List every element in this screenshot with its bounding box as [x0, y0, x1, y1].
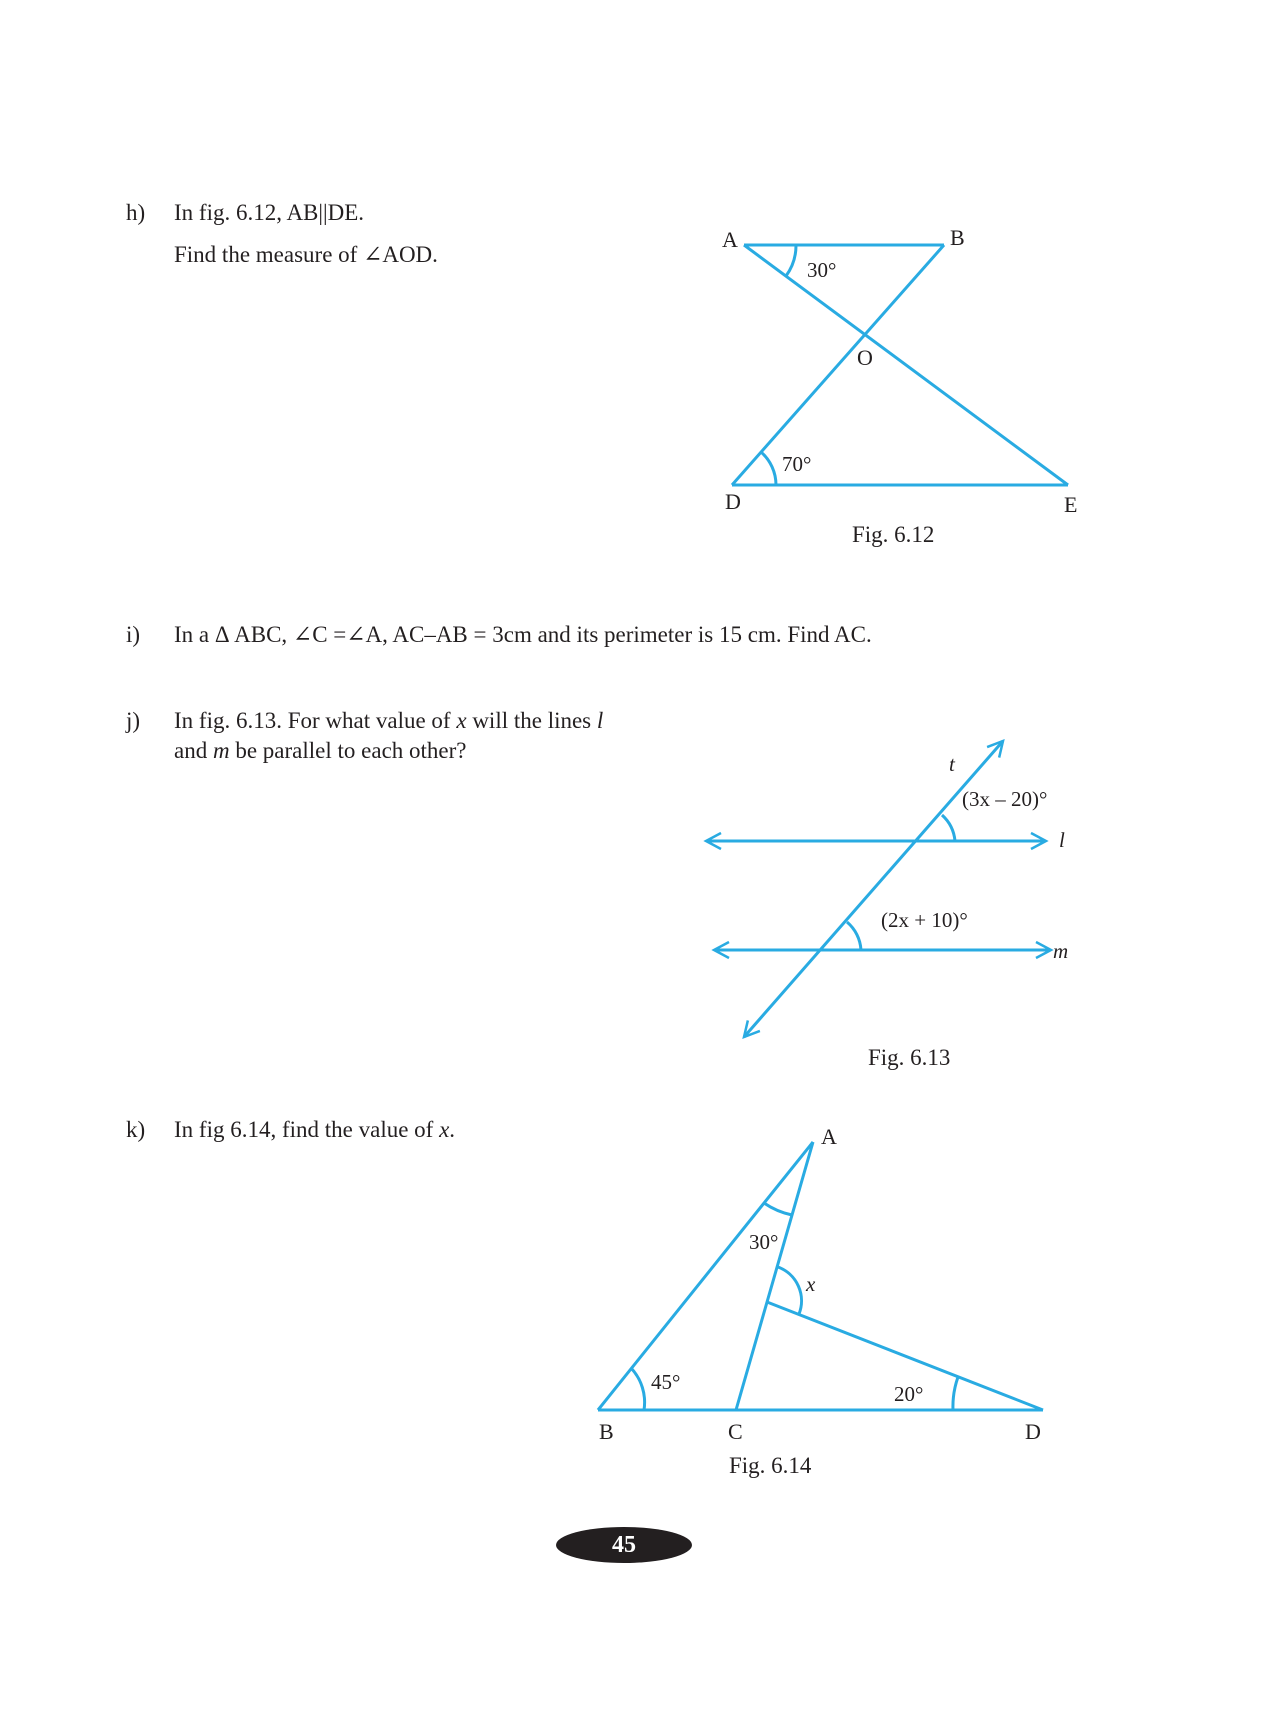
point-label-b: B — [599, 1419, 614, 1444]
segment-ca — [736, 1142, 813, 1410]
question-text: In fig. 6.13. For what value of x will the lines l — [174, 708, 604, 733]
point-label-b: B — [950, 225, 965, 250]
question-text: In fig 6.14, find the value of x. — [174, 1117, 456, 1142]
question-label: j) — [126, 708, 141, 733]
angle-label-x: x — [806, 1272, 816, 1296]
angle-arc-b — [631, 1368, 645, 1410]
figure-caption: Fig. 6.14 — [729, 1453, 812, 1478]
angle-label-d: 70° — [782, 452, 812, 476]
angle-arc-d — [761, 452, 776, 485]
point-label-c: C — [728, 1419, 743, 1444]
question-text: and m be parallel to each other? — [174, 738, 467, 763]
point-label-d: D — [725, 489, 741, 514]
point-label-a: A — [722, 227, 738, 252]
segment-bd — [732, 245, 944, 485]
question-text: Find the measure of ∠AOD. — [174, 242, 438, 267]
point-label-d: D — [1025, 1419, 1041, 1444]
question-text: In a Δ ABC, ∠C =∠A, AC–AB = 3cm and its perimeter is 15 cm. Find AC. — [174, 622, 872, 647]
angle-label-b: 45° — [651, 1370, 681, 1394]
figure-caption: Fig. 6.12 — [852, 522, 935, 547]
angle-label-d: 20° — [894, 1382, 924, 1406]
page-number: 45 — [556, 1527, 692, 1563]
question-label: k) — [126, 1117, 146, 1142]
point-label-a: A — [821, 1124, 837, 1149]
figure-caption: Fig. 6.13 — [868, 1045, 951, 1070]
angle-arc-lower — [847, 922, 861, 950]
figure-6-12 — [732, 245, 1068, 485]
point-label-o: O — [857, 345, 873, 370]
angle-arc-a — [786, 245, 796, 276]
point-label-e: E — [1064, 492, 1078, 517]
question-label: i) — [126, 622, 141, 647]
line-t — [744, 741, 1003, 1037]
angle-label-upper: (3x – 20)° — [962, 787, 1048, 811]
segment-ba — [598, 1142, 813, 1410]
angle-label-lower: (2x + 10)° — [881, 908, 968, 932]
segment-ae — [744, 245, 1068, 485]
angle-arc-d — [953, 1377, 958, 1410]
angle-label-a: 30° — [749, 1230, 779, 1254]
question-text: In fig. 6.12, AB||DE. — [174, 200, 365, 225]
line-label-m: m — [1053, 939, 1069, 963]
angle-label-a: 30° — [807, 258, 837, 282]
angle-arc-a — [764, 1203, 792, 1215]
angle-arc-upper — [942, 815, 955, 841]
question-label: h) — [126, 200, 146, 225]
line-label-t: t — [949, 752, 955, 776]
line-label-l: l — [1059, 828, 1065, 852]
figure-6-13 — [706, 741, 1051, 1037]
